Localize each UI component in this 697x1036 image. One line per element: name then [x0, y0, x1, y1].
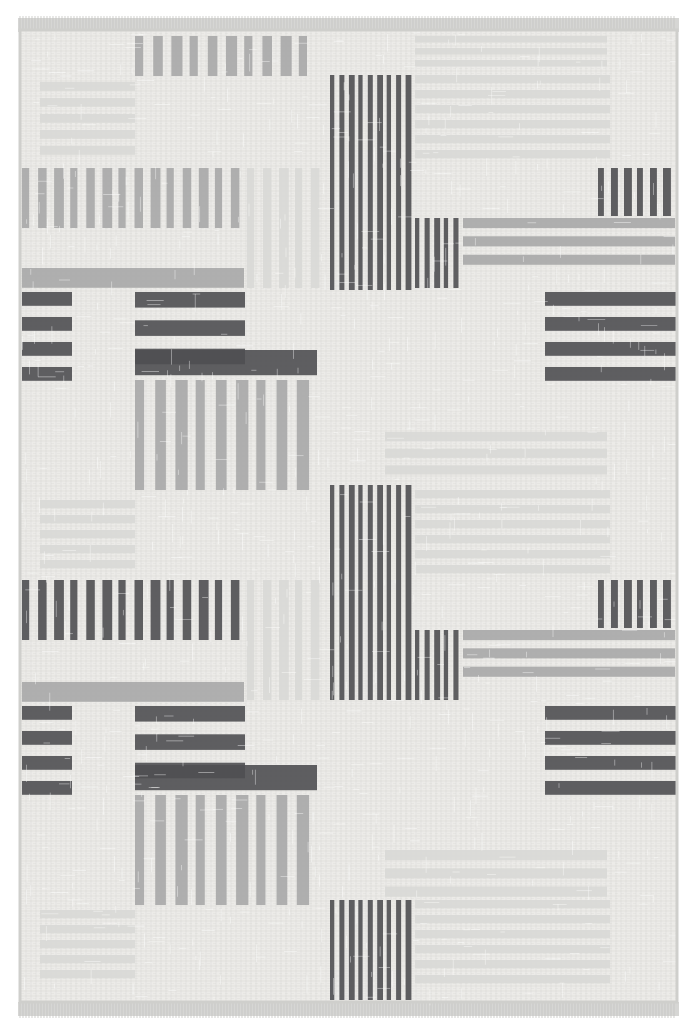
rug-stripe — [277, 380, 288, 490]
rug-stripe — [368, 900, 373, 1000]
rug-stripe — [385, 449, 607, 458]
rug-stripe — [297, 380, 309, 490]
rug-stripe — [453, 630, 458, 700]
rug-stripe — [650, 580, 657, 628]
rug-stripe — [135, 320, 245, 336]
rug-stripe — [415, 75, 610, 83]
rug-stripe — [330, 75, 334, 290]
rug-stripe — [54, 580, 64, 640]
rug-stripe — [22, 168, 29, 228]
rug-stripe — [396, 900, 401, 1000]
rug-stripe — [545, 756, 677, 770]
rug-stripe — [135, 765, 317, 790]
rug-stripe — [22, 781, 72, 795]
rug-stripe — [40, 970, 135, 978]
rug-stripe — [22, 756, 72, 770]
rug-stripe — [196, 795, 205, 905]
rug-stripe — [167, 168, 174, 228]
rug-stripe — [545, 731, 677, 745]
rug-stripe — [22, 268, 244, 288]
rug-stripe — [22, 317, 72, 331]
rug-stripe — [155, 795, 166, 905]
rug-stripe — [135, 36, 143, 76]
rug-stripe — [40, 515, 135, 523]
rug-stripe — [637, 168, 643, 216]
rug-stripe — [262, 36, 272, 76]
rug-stripe — [396, 485, 401, 700]
rug-stripe — [190, 36, 198, 76]
rug-stripe — [377, 75, 383, 290]
rug-stripe — [22, 682, 244, 702]
rug-stripe — [406, 485, 412, 700]
rug-stripe — [663, 580, 671, 628]
rug-stripe — [54, 168, 64, 228]
rug-stripe — [358, 75, 362, 290]
rug-stripe — [175, 795, 187, 905]
rug-stripe — [297, 795, 309, 905]
rug-stripe — [281, 36, 292, 76]
rug-stripe — [247, 168, 254, 288]
rug-stripe — [339, 75, 344, 290]
rug-stripe — [415, 150, 610, 158]
rug-stripe — [199, 168, 209, 228]
rug-stripe — [463, 630, 675, 640]
rug-stripe — [135, 380, 144, 490]
rug-stripe — [171, 36, 182, 76]
rug-stripe — [22, 580, 29, 640]
rug-stripe — [463, 255, 675, 265]
rug-stripe — [444, 630, 448, 700]
rug-stripe — [387, 900, 391, 1000]
rug-stripe — [40, 146, 135, 155]
rug-stripe — [453, 218, 458, 288]
rug-stripe — [236, 795, 248, 905]
rug-stripe — [377, 485, 383, 700]
rug-stripe — [135, 292, 245, 308]
rug-stripe — [40, 500, 135, 508]
rug-stripe — [311, 580, 320, 700]
rug-stripe — [40, 940, 135, 948]
rug-stripe — [40, 545, 135, 553]
rug-stripe — [226, 36, 237, 76]
rug-stripe — [368, 75, 373, 290]
rug-stripe — [40, 114, 135, 123]
rug-stripe — [349, 75, 355, 290]
rug-stripe — [385, 465, 607, 474]
rug-stripe — [434, 630, 440, 700]
rug-stripe — [415, 915, 610, 923]
rug-stripe — [38, 168, 47, 228]
rug-stripe — [415, 960, 610, 968]
rug-stripe — [256, 795, 265, 905]
rug-stripe — [545, 706, 677, 720]
rug-stripe — [385, 850, 607, 860]
rug-stripe — [624, 168, 632, 216]
rug-stripe — [70, 580, 77, 640]
rug-stripe — [463, 218, 675, 228]
rug-stripe — [406, 900, 412, 1000]
rug-stripe — [244, 36, 252, 76]
rug-stripe — [231, 580, 240, 640]
rug-stripe — [415, 490, 610, 498]
rug-stripe — [415, 630, 419, 700]
rug-stripe — [40, 925, 135, 933]
rug-stripe — [358, 900, 362, 1000]
rug-stripe — [135, 168, 144, 228]
rug-stripe — [183, 580, 192, 640]
rug-stripe — [385, 432, 607, 441]
rug-stripe — [463, 667, 675, 677]
rug-stripe — [611, 580, 618, 628]
rug-stripe — [38, 580, 47, 640]
rug-stripe — [118, 168, 125, 228]
rug-stripe — [330, 485, 334, 700]
rug-stripe — [611, 168, 618, 216]
rug-stripe — [40, 910, 135, 918]
rug-stripe — [102, 580, 112, 640]
rug-stripe — [415, 105, 610, 113]
fringe-band-bottom — [18, 1002, 679, 1016]
rug-stripe — [196, 380, 205, 490]
rug-stripe — [199, 580, 209, 640]
rug-stripe — [624, 580, 632, 628]
rug-stripe — [151, 580, 161, 640]
rug-stripe — [153, 36, 163, 76]
rug-stripe — [299, 36, 307, 76]
rug-stripe — [216, 380, 227, 490]
rug-stripe — [368, 485, 373, 700]
rug-stripe — [86, 580, 95, 640]
rug-stripe — [415, 120, 610, 128]
rug-stripe — [295, 580, 302, 700]
rug-stripe — [415, 945, 610, 953]
rug-stripe — [339, 900, 344, 1000]
rug-stripe — [167, 580, 174, 640]
rug-stripe — [311, 168, 320, 288]
rug-stripe — [358, 485, 362, 700]
rug-stripe — [216, 795, 227, 905]
rug-stripe — [263, 580, 272, 700]
rug-stripe — [545, 292, 677, 306]
rug-stripe — [155, 380, 166, 490]
rug-stripe — [415, 930, 610, 938]
rug-stripe — [415, 565, 610, 573]
rug-stripe — [118, 580, 125, 640]
rug-stripe — [349, 485, 355, 700]
rug-stripe — [425, 218, 430, 288]
rug-stripe — [663, 168, 671, 216]
rug-stripe — [545, 781, 677, 795]
rug-stripe — [598, 580, 604, 628]
rug-stripe — [263, 168, 272, 288]
rug-stripe — [135, 734, 245, 750]
rug-stripe — [387, 75, 391, 290]
rug-stripe — [545, 367, 677, 381]
rug-stripe — [22, 292, 72, 306]
rug-stripe — [415, 48, 607, 55]
rug-stripe — [295, 168, 302, 288]
rug-stripe — [385, 887, 607, 897]
rug-stripe — [40, 82, 135, 91]
rug-stripe — [40, 530, 135, 538]
rug-stripe — [415, 60, 607, 67]
rug-stripe — [415, 36, 607, 43]
rug-stripe — [102, 168, 112, 228]
rug-stripe — [463, 648, 675, 658]
rug-stripe — [40, 130, 135, 139]
rug-stripe — [86, 168, 95, 228]
rug-stripe — [215, 168, 222, 228]
rug-stripe — [415, 900, 610, 908]
rug-stripe — [208, 36, 218, 76]
rug-stripe — [215, 580, 222, 640]
rug-stripe — [40, 560, 135, 568]
rug-stripe — [183, 168, 192, 228]
rug-stripe — [415, 550, 610, 558]
rug-stripe — [598, 168, 604, 216]
rug-stripe — [247, 580, 254, 700]
rug-stripe — [545, 342, 677, 356]
rug-stripe — [406, 75, 412, 290]
rug-stripe — [425, 630, 430, 700]
rug-stripe — [339, 485, 344, 700]
rug-stripe — [385, 868, 607, 878]
rug-stripe — [135, 580, 144, 640]
rug-stripe — [22, 342, 72, 356]
rug-stripe — [277, 795, 288, 905]
rug-stripe — [415, 218, 419, 288]
rug-stripe — [135, 350, 317, 375]
rug-stripe — [415, 135, 610, 143]
rug-stripe — [415, 535, 610, 543]
rug-stripe — [545, 317, 677, 331]
rug-stripe — [415, 505, 610, 513]
rug-stripe — [70, 168, 77, 228]
rug-stripe — [415, 90, 610, 98]
rug-stripe — [135, 706, 245, 722]
rug-stripe — [463, 236, 675, 246]
rug-stripe — [387, 485, 391, 700]
rug-stripe — [22, 706, 72, 720]
rug-stripe — [349, 900, 355, 1000]
rug-stripe — [434, 218, 440, 288]
rug-stripe — [279, 580, 289, 700]
rug-stripe — [40, 955, 135, 963]
